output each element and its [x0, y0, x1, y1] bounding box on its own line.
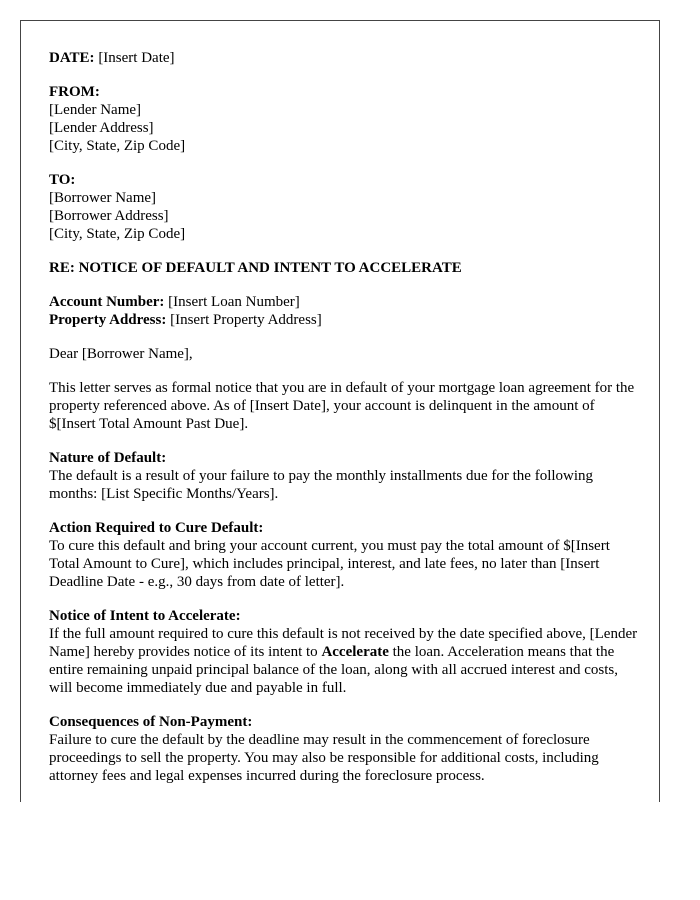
account-number-value: [Insert Loan Number] [168, 294, 300, 310]
letter-content [49, 49, 639, 801]
intent-to-accelerate-text [49, 625, 639, 697]
property-address-label: Property Address: [49, 312, 167, 328]
consequences-heading: Consequences of Non-Payment: [49, 714, 253, 730]
from-block [49, 83, 639, 155]
lender-name: [Lender Name] [49, 102, 142, 118]
date-value: [Insert Date] [98, 50, 175, 66]
to-block [49, 171, 639, 243]
accelerate-bold-word: Accelerate [321, 644, 389, 660]
consequences-text: Failure to cure the default by the deadline may result in the commencement of foreclosure proceedings to sell the property. You may also be responsible for additional costs, including attorney fees and legal expenses incurred during the foreclosure process. [49, 732, 599, 784]
to-label: TO: [49, 172, 76, 188]
re-subject-line: RE: NOTICE OF DEFAULT AND INTENT TO ACCELERATE [49, 260, 462, 276]
date-block [49, 49, 639, 67]
intent-to-accelerate-heading: Notice of Intent to Accelerate: [49, 608, 241, 624]
accelerate-text-before: If the full amount required to cure this default is not received by the date specified above, [Lender Name] hereby provides notice of its intent to [49, 626, 638, 660]
cure-default-heading: Action Required to Cure Default: [49, 520, 264, 536]
consequences-section [49, 713, 639, 785]
lender-city-state-zip: [City, State, Zip Code] [49, 138, 186, 154]
intent-to-accelerate-section [49, 607, 639, 697]
cure-default-section [49, 519, 639, 591]
account-number-label: Account Number: [49, 294, 165, 310]
from-label: FROM: [49, 84, 100, 100]
borrower-name: [Borrower Name] [49, 190, 157, 206]
date-label: DATE: [49, 50, 95, 66]
borrower-city-state-zip: [City, State, Zip Code] [49, 226, 186, 242]
letter-page [20, 20, 660, 802]
lender-address: [Lender Address] [49, 120, 154, 136]
nature-of-default-heading: Nature of Default: [49, 450, 167, 466]
salutation: Dear [Borrower Name], [49, 346, 193, 362]
nature-of-default-text: The default is a result of your failure to pay the monthly installments due for the following months: [List Specific Months/Years]. [49, 468, 594, 502]
account-block [49, 293, 639, 329]
intro-paragraph: This letter serves as formal notice that you are in default of your mortgage loan agreement for the property referenced above. As of [Insert Date], your account is delinquent in the amount of $[Insert Total Amount Past Due]. [49, 380, 635, 432]
borrower-address: [Borrower Address] [49, 208, 169, 224]
cure-default-text: To cure this default and bring your account current, you must pay the total amount of $[Insert Total Amount to Cure], which includes principal, interest, and late fees, no later than [Insert Deadline Date - e.g., 30 days from date of letter]. [49, 538, 610, 590]
property-address-value: [Insert Property Address] [170, 312, 322, 328]
nature-of-default-section [49, 449, 639, 503]
accelerate-text-after: the loan. Acceleration means that the entire remaining unpaid principal balance of the loan, along with all accrued interest and costs, will become immediately due and payable in full. [49, 644, 618, 696]
